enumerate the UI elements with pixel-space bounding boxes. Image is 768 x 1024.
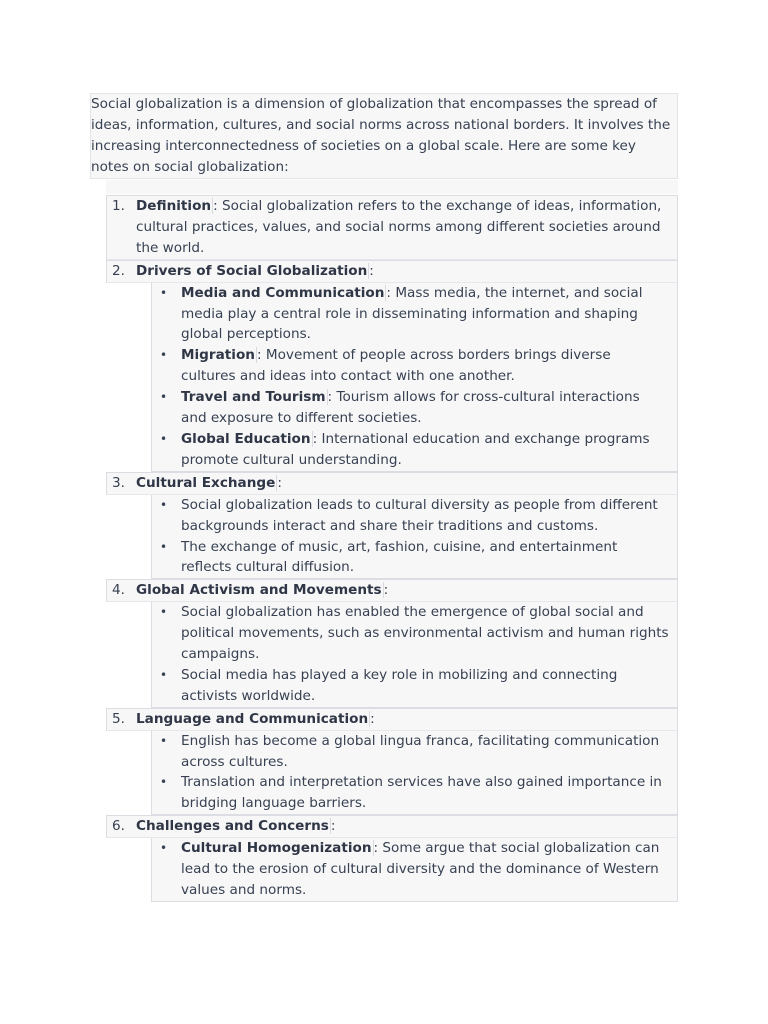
bullet-icon: • bbox=[160, 390, 168, 405]
sub-list bbox=[151, 283, 678, 472]
list-item-term: Cultural Exchange bbox=[136, 474, 276, 491]
sub-list-item-text: Social media has played a key role in mobilizing and connecting activists worldwide. bbox=[181, 666, 618, 704]
sub-list-item bbox=[152, 429, 677, 471]
bullet-icon: • bbox=[160, 733, 168, 748]
section-divider bbox=[106, 180, 678, 194]
sub-list-item-term: Global Education bbox=[181, 430, 311, 447]
list-item-heading bbox=[106, 260, 678, 283]
list-item-number: 4. bbox=[112, 582, 125, 599]
sub-list-item-term: Migration bbox=[181, 347, 255, 364]
sub-list-item-text: Social globalization leads to cultural diversity as people from different backgrounds interact and share their traditions and customs. bbox=[181, 496, 658, 534]
list-item-term: Language and Communication bbox=[136, 710, 369, 727]
sub-list-item-text: : Some argue that social globalization can lead to the erosion of cultural diversity and the dominance of Western values and norms. bbox=[181, 840, 660, 898]
bullet-icon: • bbox=[160, 539, 168, 554]
list-item bbox=[106, 708, 678, 816]
sub-list-item-text: : Movement of people across borders brings diverse cultures and ideas into contact with one another. bbox=[181, 347, 611, 385]
list-item-text: : bbox=[370, 710, 375, 727]
sub-list-item-text: English has become a global lingua franca, facilitating communication across cultures. bbox=[181, 732, 660, 770]
sub-list-item bbox=[152, 345, 677, 387]
sub-list-item-term: Cultural Homogenization bbox=[181, 840, 372, 857]
bullet-icon: • bbox=[160, 285, 168, 300]
sub-list-item bbox=[152, 772, 677, 814]
bullet-icon: • bbox=[160, 497, 168, 512]
bullet-icon: • bbox=[160, 431, 168, 446]
sub-list bbox=[151, 838, 678, 902]
list-item-number: 5. bbox=[112, 710, 125, 727]
list-item bbox=[106, 195, 678, 260]
list-item-text: : bbox=[383, 582, 389, 599]
list-item bbox=[106, 815, 678, 902]
list-item-text: : bbox=[277, 474, 282, 491]
list-item-heading bbox=[106, 708, 678, 731]
list-item-heading bbox=[106, 472, 678, 495]
sub-list-item bbox=[152, 665, 677, 707]
bullet-icon: • bbox=[160, 605, 168, 620]
list-item-number: 2. bbox=[112, 262, 125, 279]
list-item-term: Definition bbox=[136, 198, 212, 214]
intro-paragraph: Social globalization is a dimension of globalization that encompasses the spread of ideas, information, cultures, and social norms across national borders. It involves the increasing interconnectedness of societies on a global scale. Here are some key notes on social globalization: bbox=[90, 93, 678, 179]
list-item-number: 3. bbox=[112, 474, 125, 491]
sub-list-item-text: : International education and exchange programs promote cultural understanding. bbox=[181, 430, 650, 468]
bullet-icon: • bbox=[160, 775, 168, 790]
list-item-heading bbox=[106, 195, 678, 260]
sub-list-item-term: Media and Communication bbox=[181, 284, 385, 301]
list-item-number: 6. bbox=[112, 818, 125, 835]
sub-list-item-text: : Tourism allows for cross-cultural interactions and exposure to different societies. bbox=[181, 389, 640, 427]
sub-list-item bbox=[152, 283, 677, 346]
list-item-text: : Social globalization refers to the exchange of ideas, information, cultural practices, values, and social norms among different societies around the world. bbox=[136, 198, 662, 256]
list-item-term: Global Activism and Movements bbox=[136, 582, 382, 599]
bullet-icon: • bbox=[160, 841, 168, 856]
sub-list-item bbox=[152, 838, 677, 901]
list-item bbox=[106, 260, 678, 472]
list-item bbox=[106, 472, 678, 580]
sub-list-item-text: : Mass media, the internet, and social media play a central role in disseminating information and shaping global perceptions. bbox=[181, 284, 643, 343]
list-item bbox=[106, 579, 678, 707]
key-notes-list bbox=[106, 195, 678, 902]
list-item-number: 1. bbox=[112, 198, 125, 214]
bullet-icon: • bbox=[160, 348, 168, 363]
sub-list-item bbox=[152, 387, 677, 429]
list-item-term: Drivers of Social Globalization bbox=[136, 262, 368, 279]
sub-list-item bbox=[152, 495, 677, 537]
sub-list-item-term: Travel and Tourism bbox=[181, 389, 326, 406]
sub-list-item bbox=[152, 602, 677, 665]
sub-list-item bbox=[152, 731, 677, 773]
sub-list-item bbox=[152, 537, 677, 579]
sub-list-item-text: Social globalization has enabled the emergence of global social and political movements, such as environmental activism and human rights campaigns. bbox=[181, 604, 669, 663]
sub-list-item-text: The exchange of music, art, fashion, cuisine, and entertainment reflects cultural diffusion. bbox=[181, 538, 618, 576]
bullet-icon: • bbox=[160, 667, 168, 682]
list-item-heading bbox=[106, 815, 678, 838]
list-item-text: : bbox=[330, 818, 336, 835]
sub-list bbox=[151, 495, 678, 580]
sub-list bbox=[151, 602, 678, 708]
sub-list bbox=[151, 731, 678, 816]
list-item-text: : bbox=[369, 262, 374, 279]
list-item-term: Challenges and Concerns bbox=[136, 818, 329, 835]
sub-list-item-text: Translation and interpretation services have also gained importance in bridging language barriers. bbox=[181, 774, 662, 812]
list-item-heading bbox=[106, 579, 678, 602]
